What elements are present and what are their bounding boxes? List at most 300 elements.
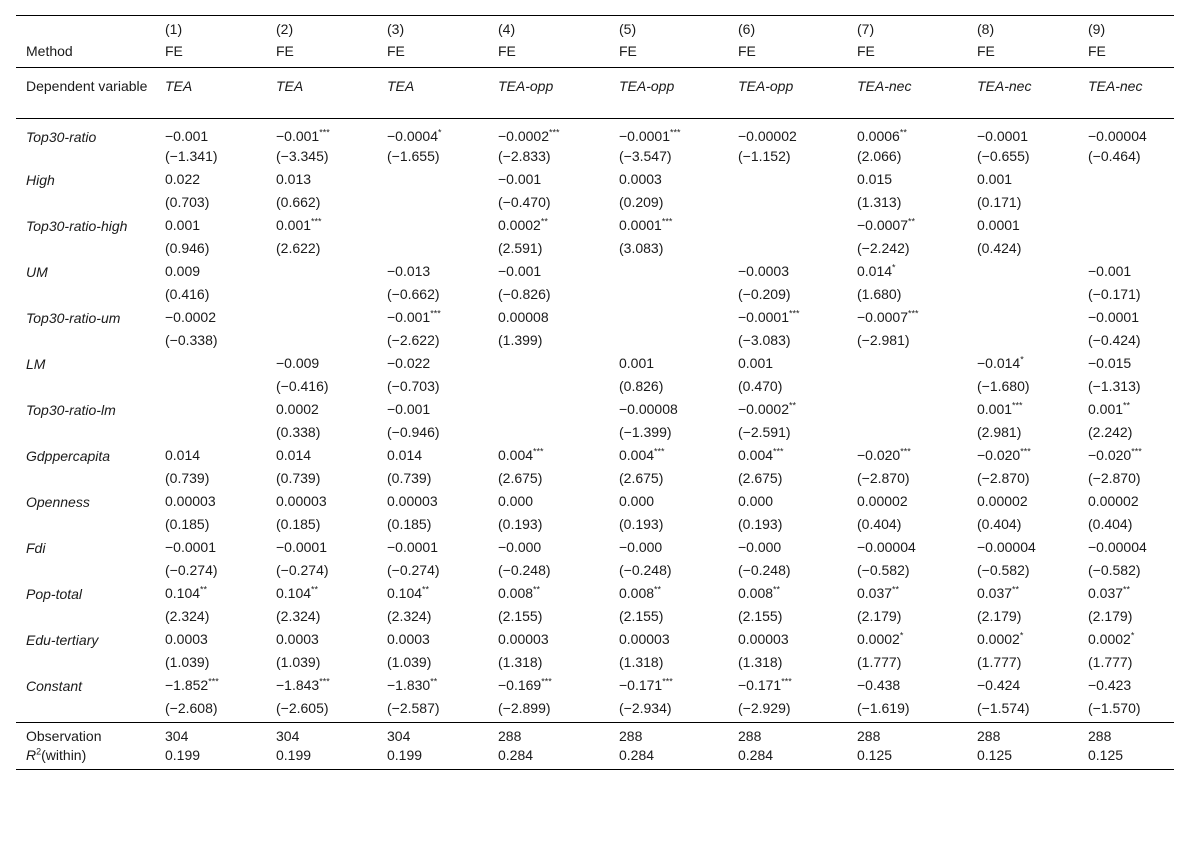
r-squared-value: 0.284 [488,746,609,770]
r-squared-symbol: R [26,747,37,763]
t-stat-row [16,331,1174,354]
t-stat-value: (−2.587) [377,699,488,723]
column-number: (1) [165,21,183,37]
coefficient-value [728,170,847,193]
observation-value: 304 [165,728,189,744]
t-stat-value: (−2.608) [155,699,266,723]
coefficient-value: −0.0001 [387,539,438,555]
column-number: (6) [738,21,756,37]
t-stat-value: (3.083) [619,240,664,256]
t-stat-blank [16,699,155,723]
t-stat-row [16,607,1174,630]
coefficient-value: −0.001 [498,263,542,279]
method-value: FE [847,42,967,68]
coefficient-row [16,446,1174,469]
r-squared-value: 0.125 [1078,746,1174,770]
t-stat-value: (−2.591) [738,424,791,440]
coefficient-value: −0.0001 [977,128,1028,144]
significance-stars: ** [899,127,907,138]
coefficient-row [16,262,1174,285]
significance-stars: * [438,127,442,138]
column-number: (9) [1088,21,1106,37]
t-stat-value: (−1.619) [847,699,967,723]
coefficient-value: 0.00003 [387,493,438,509]
significance-stars: * [899,630,904,641]
coefficient-value: −0.00004 [977,539,1036,555]
t-stat-value [1078,193,1174,216]
significance-stars: *** [1012,400,1023,411]
coefficient-value [728,216,847,239]
method-value: FE [488,42,609,68]
t-stat-value [488,423,609,446]
significance-stars: ** [773,584,781,595]
coefficient-row [16,170,1174,193]
significance-stars: * [1019,630,1024,641]
observation-value: 304 [387,728,411,744]
significance-stars: *** [654,446,665,457]
t-stat-value [377,239,488,262]
coefficient-row [16,676,1174,699]
variable-name: Constant [26,678,83,694]
coefficient-value: 0.014 [276,447,312,463]
t-stat-value [847,423,967,446]
coefficient-value: 0.004*** [619,446,665,463]
observation-label: Observation [26,728,102,744]
r-squared-qualifier: (within) [41,747,87,763]
observation-value: 288 [738,728,762,744]
coefficient-value: −0.0003 [738,263,789,279]
r-squared-label [16,746,155,770]
coefficient-value: −0.00004 [1088,128,1147,144]
coefficient-value: 0.0003 [619,171,662,187]
coefficient-value: 0.008** [619,584,662,601]
t-stat-value: (2.179) [857,608,902,624]
t-stat-value: (−2.833) [498,148,551,164]
method-value: FE [155,42,266,68]
t-stat-value: (0.193) [619,516,664,532]
coefficient-value: 0.0003 [387,631,430,647]
significance-stars: ** [311,584,319,595]
coefficient-value: 0.022 [165,171,201,187]
coefficient-value: −0.0001 [165,539,216,555]
coefficient-value: 0.0002* [977,630,1024,647]
coefficient-value [488,400,609,423]
coefficient-value: 0.037** [857,584,900,601]
t-stat-value [266,331,377,354]
t-stat-value: (−0.171) [1088,286,1141,302]
t-stat-value: (1.039) [387,654,432,670]
variable-name: Gdppercapita [26,448,111,464]
column-number: (2) [276,21,294,37]
coefficient-value: 0.00002 [977,493,1028,509]
coefficient-row [16,492,1174,515]
t-stat-value [488,377,609,400]
method-value: FE [728,42,847,68]
coefficient-value: −0.020*** [977,446,1031,463]
t-stat-value: (2.675) [738,470,783,486]
significance-stars: ** [1123,400,1131,411]
coefficient-value: 0.001*** [977,400,1023,417]
t-stat-value: (0.171) [977,194,1022,210]
coefficient-value: 0.0003 [165,631,208,647]
significance-stars: *** [208,676,219,687]
coefficient-value: 0.001 [977,171,1013,187]
t-stat-value [155,377,266,400]
t-stat-value: (−2.981) [857,332,910,348]
t-stat-value: (−2.899) [488,699,609,723]
significance-stars: *** [773,446,784,457]
t-stat-value: (−0.582) [977,562,1030,578]
coefficient-value [847,354,967,377]
coefficient-value: 0.0003 [276,631,319,647]
significance-stars: *** [908,308,919,319]
t-stat-value: (1.777) [857,654,902,670]
coefficient-row [16,354,1174,377]
t-stat-value: (−2.929) [728,699,847,723]
coefficient-value: −0.013 [387,263,431,279]
t-stat-value: (1.313) [857,194,902,210]
method-value: FE [1078,42,1174,68]
coefficient-value: −0.0001 [1088,309,1139,325]
method-row [16,42,1174,68]
t-stat-value: (2.324) [276,608,321,624]
t-stat-value [1078,239,1174,262]
t-stat-value: (0.739) [387,470,432,486]
t-stat-value: (−1.574) [967,699,1078,723]
t-stat-value: (−0.662) [387,286,440,302]
coefficient-value [609,262,728,285]
t-stat-value: (−2.870) [1088,470,1141,486]
significance-stars: ** [430,676,438,687]
coefficient-row [16,308,1174,331]
significance-stars: *** [533,446,544,457]
t-stat-value: (−2.622) [387,332,440,348]
t-stat-value: (1.039) [165,654,210,670]
variable-name: Pop-total [26,586,83,602]
coefficient-value: 0.00003 [738,631,789,647]
t-stat-value: (2.155) [619,608,664,624]
coefficient-value: −0.171*** [619,676,673,693]
t-stat-value: (0.193) [498,516,543,532]
coefficient-value: 0.009 [165,263,201,279]
t-stat-value: (−2.870) [977,470,1030,486]
coefficient-value: −0.424 [977,677,1021,693]
coefficient-value: 0.004*** [738,446,784,463]
coefficient-value: −0.0004* [387,127,442,144]
header-blank [16,15,155,42]
variable-name: Top30-ratio-um [26,310,121,326]
variable-name: Top30-ratio-lm [26,402,116,418]
t-stat-blank [16,239,155,262]
r-squared-value: 0.199 [155,746,266,770]
t-stat-row [16,193,1174,216]
coefficient-value: −0.001*** [387,308,441,325]
coefficient-value: 0.000 [498,493,534,509]
dependent-variable-value: TEA [377,68,488,119]
dependent-variable-value: TEA-opp [609,68,728,119]
coefficient-value: 0.00008 [498,309,549,325]
coefficient-value: −0.169*** [498,676,552,693]
coefficient-value: 0.00003 [498,631,549,647]
observation-value: 304 [276,728,300,744]
t-stat-row [16,285,1174,308]
t-stat-value: (−0.274) [276,562,329,578]
variable-name: Edu-tertiary [26,632,99,648]
dependent-variable-value: TEA [266,68,377,119]
variable-name: Openness [26,494,90,510]
coefficient-value: −0.0002 [165,309,216,325]
variable-name: High [26,172,55,188]
significance-stars: ** [908,216,916,227]
t-stat-value: (0.416) [165,286,210,302]
significance-stars: * [1020,354,1024,365]
coefficient-value: 0.014* [857,262,896,279]
t-stat-value: (−0.826) [498,286,551,302]
t-stat-value [609,285,728,308]
t-stat-blank [16,285,155,308]
t-stat-value: (2.675) [498,470,543,486]
dependent-variable-value: TEA [155,68,266,119]
coefficient-value: 0.000 [738,493,774,509]
t-stat-blank [16,423,155,446]
t-stat-value: (−3.547) [619,148,672,164]
coefficient-value: −0.0007** [857,216,916,233]
dependent-variable-value: TEA-nec [1078,68,1174,119]
variable-name: Fdi [26,540,46,556]
significance-stars: ** [789,400,797,411]
t-stat-value: (−2.605) [266,699,377,723]
coefficient-value [609,308,728,331]
coefficient-value: −0.423 [1088,677,1132,693]
coefficient-value: −0.000 [619,539,663,555]
coefficient-value: −1.852*** [165,676,219,693]
coefficient-value: −0.0002** [738,400,797,417]
significance-stars: ** [540,216,548,227]
t-stat-value: (1.318) [619,654,664,670]
t-stat-value: (−0.582) [1088,562,1141,578]
coefficient-value: 0.001 [165,217,201,233]
coefficient-value: 0.015 [857,171,893,187]
variable-name: LM [26,356,46,372]
coefficient-value: 0.0002 [276,401,319,417]
t-stat-value: (1.318) [498,654,543,670]
t-stat-blank [16,607,155,630]
coefficient-value: −0.438 [857,677,901,693]
t-stat-value: (−1.570) [1078,699,1174,723]
significance-stars: *** [319,676,330,687]
t-stat-value: (0.209) [619,194,664,210]
significance-stars: *** [549,127,560,138]
coefficient-row [16,216,1174,239]
t-stat-blank [16,193,155,216]
coefficient-row [16,584,1174,607]
coefficient-value: −0.014* [977,354,1024,371]
t-stat-value: (2.324) [387,608,432,624]
t-stat-row [16,239,1174,262]
t-stat-row [16,653,1174,676]
t-stat-value: (−0.274) [165,562,218,578]
t-stat-row [16,699,1174,723]
column-number-row [16,15,1174,42]
t-stat-value: (2.179) [1088,608,1133,624]
t-stat-value [609,331,728,354]
coefficient-value: −0.00004 [857,539,916,555]
observation-row [16,723,1174,747]
variable-name: Top30-ratio [26,129,97,145]
dependent-variable-row [16,68,1174,119]
t-stat-value: (0.185) [165,516,210,532]
coefficient-value: 0.037** [977,584,1020,601]
coefficient-row [16,630,1174,653]
significance-stars: *** [900,446,911,457]
observation-value: 288 [619,728,643,744]
t-stat-value: (0.193) [738,516,783,532]
t-stat-value: (0.404) [857,516,902,532]
significance-stars: *** [662,676,673,687]
t-stat-value: (0.338) [276,424,321,440]
t-stat-value: (−0.416) [276,378,329,394]
coefficient-value [967,262,1078,285]
significance-stars: *** [311,216,322,227]
coefficient-value: 0.0002* [1088,630,1135,647]
t-stat-value: (−1.313) [1088,378,1141,394]
t-stat-blank [16,561,155,584]
t-stat-value: (−0.338) [165,332,218,348]
coefficient-value [266,262,377,285]
coefficient-value [488,354,609,377]
coefficient-value: −0.00002 [738,128,797,144]
coefficient-value [1078,170,1174,193]
t-stat-value: (−1.399) [619,424,672,440]
t-stat-value: (−3.083) [738,332,791,348]
t-stat-value: (−1.152) [738,148,791,164]
significance-stars: *** [789,308,800,319]
t-stat-row [16,515,1174,538]
t-stat-row [16,561,1174,584]
t-stat-value: (−0.274) [387,562,440,578]
significance-stars: *** [430,308,441,319]
method-value: FE [377,42,488,68]
coefficient-value: 0.001*** [276,216,322,233]
t-stat-value: (0.424) [977,240,1022,256]
significance-stars: ** [422,584,430,595]
column-number: (7) [857,21,875,37]
coefficient-value: −0.000 [498,539,542,555]
t-stat-value [847,377,967,400]
coefficient-value: 0.00003 [619,631,670,647]
coefficient-value: −0.020*** [1088,446,1142,463]
t-stat-value: (2.675) [619,470,664,486]
t-stat-value: (−0.248) [738,562,791,578]
r-squared-value: 0.125 [967,746,1078,770]
variable-name: Top30-ratio-high [26,218,128,234]
coefficient-value: −0.0001*** [738,308,800,325]
coefficient-value: −0.020*** [857,446,911,463]
significance-stars: ** [654,584,662,595]
significance-stars: * [1130,630,1135,641]
t-stat-value [377,193,488,216]
coefficient-value: −0.00004 [1088,539,1147,555]
observation-value: 288 [498,728,522,744]
t-stat-blank [16,377,155,400]
coefficient-value: −0.00008 [619,401,678,417]
coefficient-row [16,119,1174,148]
significance-stars: ** [892,584,900,595]
t-stat-value: (2.179) [977,608,1022,624]
coefficient-value: −0.022 [387,355,431,371]
r-squared-exponent: 2 [36,746,42,757]
t-stat-value: (1.777) [1088,654,1133,670]
coefficient-value: −0.009 [276,355,320,371]
coefficient-value: −0.001 [1088,263,1132,279]
t-stat-value: (1.777) [977,654,1022,670]
t-stat-value: (0.826) [619,378,664,394]
coefficient-value: −0.001*** [276,127,330,144]
coefficient-value [377,216,488,239]
r-squared-row [16,746,1174,770]
coefficient-value: 0.104** [276,584,319,601]
r-squared-value: 0.125 [847,746,967,770]
t-stat-value: (−1.680) [977,378,1030,394]
method-value: FE [266,42,377,68]
t-stat-value: (2.622) [276,240,321,256]
significance-stars: *** [541,676,552,687]
coefficient-value: 0.037** [1088,584,1131,601]
coefficient-value: 0.00003 [276,493,327,509]
t-stat-value: (2.324) [165,608,210,624]
coefficient-value: −0.171*** [738,676,792,693]
coefficient-value: −0.0001 [276,539,327,555]
coefficient-value [1078,216,1174,239]
column-number: (4) [498,21,516,37]
method-value: FE [609,42,728,68]
t-stat-blank [16,469,155,492]
column-number: (5) [619,21,637,37]
t-stat-value: (−0.209) [738,286,791,302]
coefficient-value: −1.830** [387,676,438,693]
coefficient-value: 0.0001 [977,217,1020,233]
coefficient-value [155,354,266,377]
dependent-variable-value: TEA-nec [967,68,1078,119]
t-stat-value: (1.399) [498,332,543,348]
coefficient-value: 0.00002 [857,493,908,509]
coefficient-value: −0.000 [738,539,782,555]
coefficient-value: −0.001 [165,128,209,144]
t-stat-value: (0.470) [738,378,783,394]
coefficient-row [16,400,1174,423]
significance-stars: ** [1123,584,1131,595]
significance-stars: *** [319,127,330,138]
coefficient-value: 0.014 [387,447,423,463]
t-stat-value: (−0.424) [1088,332,1141,348]
t-stat-value: (−0.248) [498,562,551,578]
t-stat-value [728,193,847,216]
method-value: FE [967,42,1078,68]
column-number: (3) [387,21,405,37]
significance-stars: *** [670,127,681,138]
coefficient-value: 0.000 [619,493,655,509]
t-stat-value: (−0.946) [387,424,440,440]
t-stat-value: (1.680) [857,286,902,302]
coefficient-value: 0.001** [1088,400,1131,417]
t-stat-value: (2.155) [498,608,543,624]
r-squared-value: 0.199 [377,746,488,770]
observation-value: 288 [857,728,881,744]
t-stat-value: (0.739) [165,470,210,486]
t-stat-value [266,285,377,308]
coefficient-value: 0.00002 [1088,493,1139,509]
significance-stars: *** [661,216,673,227]
